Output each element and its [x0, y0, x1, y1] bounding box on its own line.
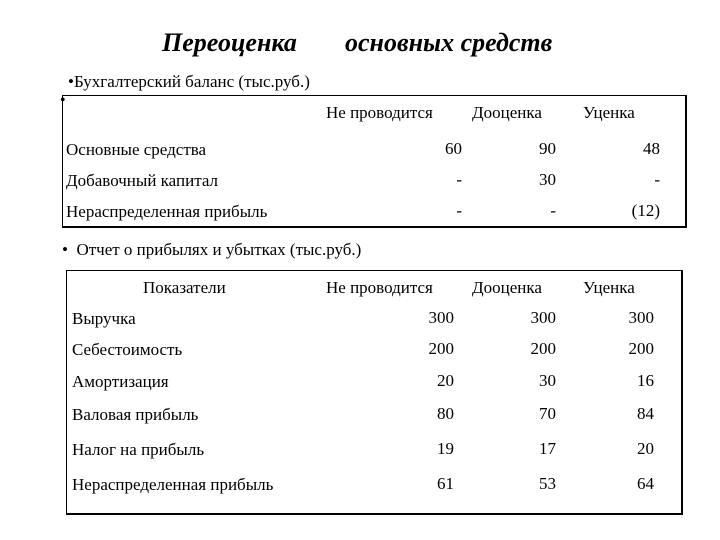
pnl-cell: 53	[539, 474, 556, 493]
pnl-row-label: Валовая прибыль	[72, 405, 199, 424]
pnl-col-header: Уценка	[583, 278, 635, 297]
pnl-cell: 300	[428, 308, 454, 327]
pnl-cell: 300	[628, 308, 654, 327]
balance-col-header: Дооценка	[472, 103, 542, 122]
pnl-row-label: Налог на прибыль	[72, 440, 205, 459]
pnl-cell: 17	[539, 439, 556, 458]
pnl-row-label: Амортизация	[72, 372, 169, 391]
balance-cell: (12)	[631, 201, 660, 220]
pnl-cell: 30	[539, 371, 556, 390]
pnl-cell: 300	[530, 308, 556, 327]
balance-row-label: Основные средства	[66, 140, 207, 159]
balance-cell: -	[456, 170, 462, 189]
pnl-row-label: Нераспределенная прибыль	[72, 475, 274, 494]
balance-row-label: Добавочный капитал	[66, 171, 219, 190]
pnl-col-header: Дооценка	[472, 278, 542, 297]
pnl-cell: 200	[530, 339, 556, 358]
balance-cell: 30	[539, 170, 556, 189]
pnl-heading: • Отчет о прибылях и убытках (тыс.руб.)	[62, 240, 362, 259]
pnl-cell: 19	[437, 439, 454, 458]
balance-cell: -	[550, 201, 556, 220]
pnl-cell: 70	[539, 404, 556, 423]
pnl-cell: 20	[437, 371, 454, 390]
title-word-1: Переоценка	[162, 28, 297, 57]
balance-cell: 90	[539, 139, 556, 158]
pnl-cell: 200	[628, 339, 654, 358]
pnl-cell: 200	[428, 339, 454, 358]
balance-heading-text: Бухгалтерский баланс (тыс.руб.)	[73, 72, 310, 91]
pnl-cell: 61	[437, 474, 454, 493]
balance-row-label: Нераспределенная прибыль	[66, 202, 268, 221]
balance-heading: •Бухгалтерский баланс (тыс.руб.)	[68, 72, 310, 91]
pnl-row-label: Выручка	[72, 309, 136, 328]
balance-cell: 48	[643, 139, 660, 158]
pnl-cell: 84	[637, 404, 654, 423]
balance-col-header: Не проводится	[326, 103, 433, 122]
pnl-cell: 80	[437, 404, 454, 423]
pnl-header-label: Показатели	[143, 278, 226, 297]
empty-bullet: •	[60, 92, 66, 109]
balance-cell: -	[456, 201, 462, 220]
pnl-col-header: Не проводится	[326, 278, 433, 297]
pnl-heading-text: Отчет о прибылях и убытках (тыс.руб.)	[76, 240, 362, 259]
title-word-2: основных средств	[345, 28, 553, 57]
pnl-cell: 64	[637, 474, 654, 493]
balance-cell: -	[654, 170, 660, 189]
pnl-cell: 20	[637, 439, 654, 458]
balance-cell: 60	[445, 139, 462, 158]
pnl-cell: 16	[637, 371, 654, 390]
pnl-row-label: Себестоимость	[72, 340, 183, 359]
balance-col-header: Уценка	[583, 103, 635, 122]
